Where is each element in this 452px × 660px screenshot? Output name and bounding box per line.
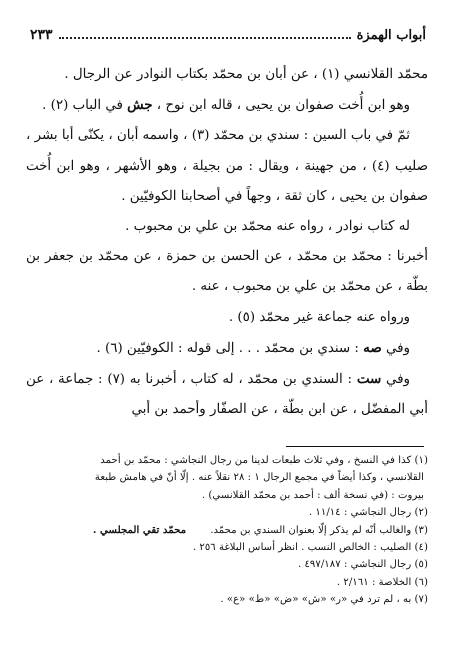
paragraph-4: له كتاب نوادر ، رواه عنه محمّد بن علي بن محبوب . <box>125 219 410 235</box>
page-number: ٢٣٣ <box>30 27 53 43</box>
paragraph-3: ثمّ في باب السين : سندي بن محمّد (٣) ، واسمه أبان ، يكنّى أبا بشر ، صليب (٤) ، من جهينة ، ويقال : من بجيلة ، وهو الأشهر ، وهو ابن أُخت صفوان بن يحيى ، كان ثقة ، وجهاً في أصحابنا الكوفيّين . <box>26 128 428 204</box>
paragraph-1: محمّد القلانسي (١) ، عن أبان بن محمّد بكتاب النوادر عن الرجال . <box>64 67 428 82</box>
paragraph-2 <box>26 90 428 121</box>
running-header <box>30 24 426 46</box>
footnote-4: (٤) الصليب : الخالص النسب . انظر أساس البلاغة ٢٥٦ . <box>192 542 428 554</box>
source-abbrev-jsh: جش <box>127 97 153 114</box>
paragraph-8-text: وفي <box>381 372 410 388</box>
paragraph-5: أخبرنا : محمّد بن محمّد ، عن الحسن بن حمزة ، عن محمّد بن جعفر بن بطّة ، عن محمّد بن علي بن محبوب ، عنه . <box>26 249 428 295</box>
paragraph-7-tail: : سندي بن محمّد . . . إلى قوله : الكوفيّين (٦) . <box>96 340 364 356</box>
paragraph-7 <box>26 333 428 364</box>
footnote-1-line-2: القلانسي ، وكذا أيضاً في مجمع الرجال ١ : ٢٨ نقلاً عنه . إلّا أنّ في هامش طبعة <box>94 472 424 484</box>
main-text <box>26 60 428 425</box>
footnote-7: (٧) به ، لم ترد في «ر» «ش» «ض» «ط» «ع» . <box>220 594 428 606</box>
chapter-title: أبواب الهمزة <box>356 27 426 43</box>
paragraph-2-text: وهو ابن أُخت صفوان بن يحيى ، قاله ابن نوح ، <box>152 98 410 114</box>
footnote-2: (٢) رجال النجاشي : ١١/١٤ . <box>308 507 428 519</box>
paragraph-6: ورواه عنه جماعة غير محمّد (٥) . <box>228 309 410 325</box>
footnote-6: (٦) الخلاصة : ٢/١٦١ . <box>336 576 428 588</box>
footnote-5: (٥) رجال النجاشي : ٤٩٧/١٨٧ . <box>297 559 428 571</box>
paragraph-7-text: وفي <box>381 340 410 356</box>
source-abbrev-sah: صه <box>363 339 382 356</box>
footnote-3-signature: محمّد تقي المجلسي . <box>92 523 187 536</box>
source-abbrev-st: ست <box>356 371 382 388</box>
footnote-separator <box>286 446 424 447</box>
footnote-1-line-3: بيروت : (في نسخة ألف : أحمد بن محمّد القلانسي) . <box>201 489 424 501</box>
paragraph-8 <box>26 364 428 425</box>
paragraph-2-tail: في الباب (٢) . <box>42 98 128 114</box>
footnote-3-text: (٣) والغالب أنّه لم يذكر إلّا بعنوان السندي بن محمّد. <box>210 524 428 536</box>
footnote-1-line-1: (١) كذا في النسخ ، وفي ثلاث طبعات لدينا من رجال النجاشي : محمّد بن أحمد <box>100 455 428 466</box>
footnote-3 <box>26 522 428 539</box>
header-leader-dots <box>59 37 351 39</box>
paragraph-8-tail: : السندي بن محمّد ، له كتاب ، أخبرنا به (٧) : جماعة ، عن أبي المفضّل ، عن ابن بطّة ، عن الصفّار وأحمد بن أبي <box>26 372 428 418</box>
footnotes <box>26 452 428 609</box>
